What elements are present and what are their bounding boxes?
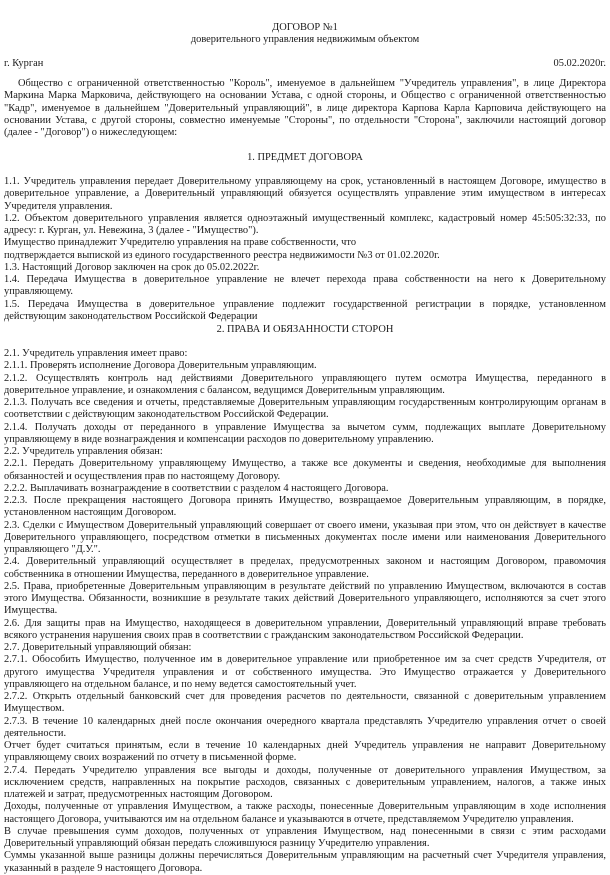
intro-paragraph: Общество с ограниченной ответственностью "Король", именуемое в дальнейшем "Учредитель управления", в лице Директора Маркина Марка Марковича, действующего на основании Устава, с одной стороны, и Общество с ограниченной ответственностью "Кадр", именуемое в дальнейшем "Доверительный управляющий", в лице директора Карпова Карла Карповича действующего на основании Устава, с другой стороны, совместно именуемые "Стороны", по отдельности "Сторона", заключили настоящий договор (далее - "Договор") о нижеследующем: <box>4 78 606 138</box>
clause-1-1: 1.1. Учредитель управления передает Доверительному управляющему на срок, установленный в настоящем Договоре, имущество в доверительное управление, а Доверительный управляющий обязуется осуществлять управление этим имуществом в интересах Учредителя управления. <box>4 176 606 212</box>
clause-2-7-3-report: Отчет будет считаться принятым, если в течение 10 календарных дней Учредитель управления не направит Доверительному управляющему своих возражений по отчету в письменной форме. <box>4 740 606 764</box>
clause-2-2-2: 2.2.2. Выплачивать вознаграждение в соответствии с разделом 4 настоящего Договора. <box>4 482 389 494</box>
clause-1-2: 1.2. Объектом доверительного управления является одноэтажный имущественный комплекс, кадастровый номер 45:505:32:33, по адресу: г. Курган, ул. Невежина, 3 (далее - "Имущество"). <box>4 212 606 236</box>
clause-2-7-4-income: Доходы, полученные от управления Имуществом, а также расходы, понесенные Доверительным управляющим в ходе исполнения настоящего Договора, учитываются им на отдельном балансе и указываются в отчете, представляемом Учредителю управления. <box>4 801 606 825</box>
place-date-row <box>4 58 606 71</box>
clause-2-7: 2.7. Доверительный управляющий обязан: <box>4 642 192 653</box>
clause-2-1-3: 2.1.3. Получать все сведения и отчеты, представляемые Доверительным управляющим государственным контролирующим органам в соответствии с действующим законодательством Российской Федерации. <box>4 397 606 421</box>
clause-1-2-ownership: Имущество принадлежит Учредителю управления на праве собственности, что <box>4 237 357 249</box>
clause-1-5: 1.5. Передача Имущества в доверительное управление подлежит государственной регистрации в порядке, установленном действующим законодательством Российской Федерации <box>4 298 606 322</box>
clause-2-5: 2.5. Права, приобретенные Доверительным управляющим в результате действий по управлению Имуществом, включаются в состав этого Имущества. Обязанности, возникшие в результате таких действий Доверительного управляющего, исполняются за счет этого Имущества. <box>4 580 606 617</box>
clause-2-6: 2.6. Для защиты прав на Имущество, находящееся в доверительном управлении, Доверительный управляющий вправе требовать всякого устранения нарушения своих прав в соответствии с гражданским законодательством Российской Федерации. <box>4 617 606 641</box>
clause-2-7-4-excess: В случае превышения сумм доходов, полученных от управления Имуществом, над понесенными в связи с этим расходами Доверительный управляющий обязан передать сложившуюся разницу Учредителю управления. <box>4 825 606 849</box>
clause-2-7-4: 2.7.4. Передать Учредителю управления все выгоды и доходы, полученные от доверительного управления Имуществом, за исключением средств, направленных на покрытие расходов, связанных с доверительным управлением, налогов, а также иных платежей и затрат, предусмотренных настоящим Договором. <box>4 764 606 800</box>
city: г. Курган <box>4 58 44 69</box>
clause-2-7-2: 2.7.2. Открыть отдельный банковский счет для проведения расчетов по деятельности, связанной с доверительным управлением Имуществом. <box>4 691 606 715</box>
clause-2-2: 2.2. Учредитель управления обязан: <box>4 446 163 457</box>
clause-2-3: 2.3. Сделки с Имуществом Доверительный управляющий совершает от своего имени, указывая при этом, что он действует в качестве Доверительного управляющего, посредством отметки в письменных документах после имени или наименования Доверительного управляющего "Д.У.". <box>4 519 606 555</box>
clause-2-7-1: 2.7.1. Обособить Имущество, полученное им в доверительное управление или приобретенное им за счет средств Учредителя, от другого имущества Учредителя управления и от собственного имущества. Это Имущество отражается у Доверительного управляющего на отдельном балансе, и по нему ведется самостоятельный учет. <box>4 654 606 690</box>
document-title: ДОГОВОР №1 <box>272 22 338 33</box>
clause-2-1-2: 2.1.2. Осуществлять контроль над действиями Доверительного управляющего путем осмотра Имущества, переданного в доверительное управление, и ознакомления с балансом, ведущимся Доверительным управляющим. <box>4 372 606 396</box>
clause-1-3: 1.3. Настоящий Договор заключен на срок до 05.02.2022г. <box>4 261 260 273</box>
clause-1-4: 1.4. Передача Имущества в доверительное управление не влечет перехода права собственности на него к Доверительному управляющему. <box>4 274 606 298</box>
document-subtitle: доверительного управления недвижимым объектом <box>190 34 420 45</box>
clause-2-1-4: 2.1.4. Получать доходы от переданного в управление Имущества за вычетом сумм, подлежащих выплате Доверительному управляющему в виде вознаграждения и компенсации расходов по доверительному управлению. <box>4 421 606 445</box>
clause-2-1-1: 2.1.1. Проверять исполнение Договора Доверительным управляющим. <box>4 360 317 372</box>
section-2-heading: 2. ПРАВА И ОБЯЗАННОСТИ СТОРОН <box>216 324 394 335</box>
clause-1-2-registry: подтверждается выпиской из единого государственного реестра недвижимости №3 от 01.02.2020г. <box>4 249 440 261</box>
clause-2-7-4-transfer: Суммы указанной выше разницы должны перечисляться Доверительным управляющим на расчетный счет Учредителя управления, указанный в разделе 9 настоящего Договора. <box>4 850 606 874</box>
clause-2-4: 2.4. Доверительный управляющий осуществляет в пределах, предусмотренных законом и настоящим Договором, правомочия собственника в отношении Имущества, переданного в доверительное управление. <box>4 556 606 580</box>
clause-2-1: 2.1. Учредитель управления имеет право: <box>4 348 188 359</box>
contract-date: 05.02.2020г. <box>553 58 606 69</box>
section-1-heading: 1. ПРЕДМЕТ ДОГОВОРА <box>247 152 363 163</box>
clause-2-2-3: 2.2.3. После прекращения настоящего Договора принять Имущество, возвращаемое Доверительным управляющим, в порядке, установленном настоящим Договором. <box>4 495 606 519</box>
section-2-body <box>4 348 606 875</box>
clause-2-7-3: 2.7.3. В течение 10 календарных дней после окончания очередного квартала представлять Учредителю управления отчет о своей деятельности. <box>4 715 606 739</box>
section-1-body <box>4 176 606 323</box>
clause-2-2-1: 2.2.1. Передать Доверительному управляющему Имущество, а также все документы и сведения, необходимые для выполнения обязанностей и осуществления прав по настоящему Договору. <box>4 458 606 482</box>
